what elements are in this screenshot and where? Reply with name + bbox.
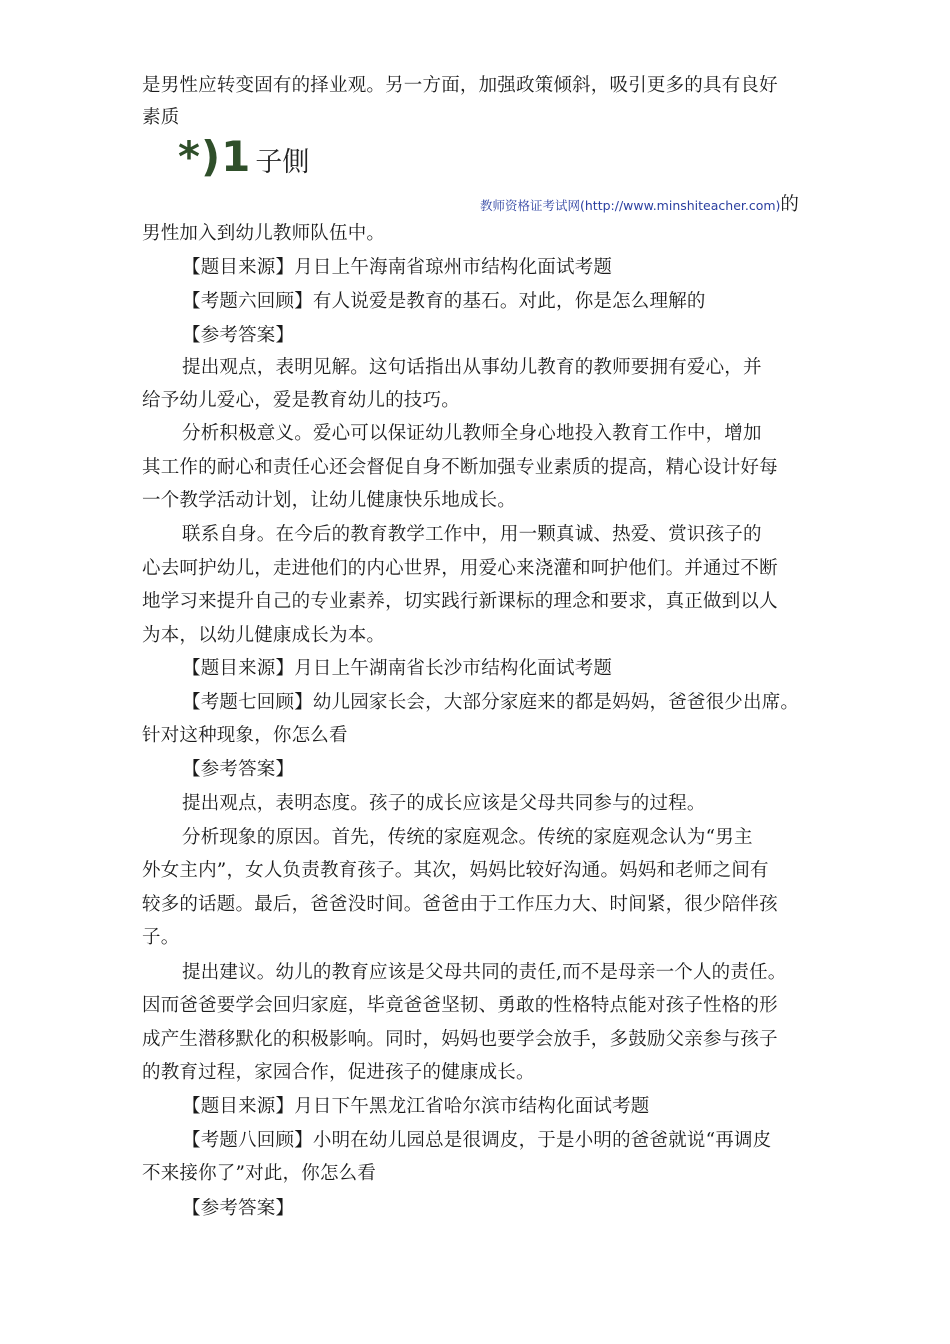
answer-heading: 【参考答案】 (182, 1198, 295, 1219)
question-source: 【题目来源】月日上午海南省琼州市结构化面试考题 (182, 257, 613, 278)
paragraph-line: 一个教学活动计划，让幼儿健康快乐地成长。 (142, 490, 517, 511)
paragraph-line: 提出观点，表明态度。孩子的成长应该是父母共同参与的过程。 (182, 793, 706, 814)
question-source: 【题目来源】月日上午湖南省长沙市结构化面试考题 (182, 658, 613, 679)
logo-text: 子側 (255, 147, 310, 178)
paragraph-line: 成产生潜移默化的积极影响。同时，妈妈也要学会放手，多鼓励父亲参与孩子 (142, 1029, 778, 1050)
paragraph-line: 因而爸爸要学会回归家庭，毕竟爸爸坚韧、勇敢的性格特点能对孩子性格的形 (142, 995, 778, 1016)
paragraph-line: 子。 (142, 927, 180, 948)
watermark-logo (178, 132, 309, 181)
paragraph-line: 为本，以幼儿健康成长为本。 (142, 625, 386, 646)
answer-heading: 【参考答案】 (182, 759, 295, 780)
site-credit (480, 190, 799, 216)
paragraph-line: 分析积极意义。爱心可以保证幼儿教师全身心地投入教育工作中，增加 (182, 423, 762, 444)
question-heading: 【考题八回顾】小明在幼儿园总是很调皮，于是小明的爸爸就说“再调皮 (182, 1130, 772, 1151)
question-source: 【题目来源】月日下午黑龙江省哈尔滨市结构化面试考题 (182, 1096, 650, 1117)
site-link[interactable]: 教师资格证考试网(http://www.minshiteacher.com) (480, 198, 781, 213)
paragraph-line: 心去呵护幼儿，走进他们的内心世界，用爱心来浇灌和呵护他们。并通过不断 (142, 558, 778, 579)
paragraph-line: 较多的话题。最后，爸爸没时间。爸爸由于工作压力大、时间紧，很少陪伴孩 (142, 894, 778, 915)
site-tail: 的 (780, 194, 799, 215)
paragraph-line: 提出观点，表明见解。这句话指出从事幼儿教育的教师要拥有爱心，并 (182, 357, 762, 378)
paragraph-line: 男性加入到幼儿教师队伍中。 (142, 223, 386, 244)
paragraph-line: 其工作的耐心和责任心还会督促自身不断加强专业素质的提高，精心设计好每 (142, 457, 778, 478)
paragraph-line: 针对这种现象，你怎么看 (142, 725, 348, 746)
logo-mark: *)1 (178, 132, 252, 181)
paragraph-line: 的教育过程，家园合作，促进孩子的健康成长。 (142, 1062, 535, 1083)
paragraph-line: 给予幼儿爱心，爱是教育幼儿的技巧。 (142, 390, 460, 411)
paragraph-line: 联系自身。在今后的教育教学工作中，用一颗真诚、热爱、赏识孩子的 (182, 524, 762, 545)
question-heading: 【考题六回顾】有人说爱是教育的基石。对此，你是怎么理解的 (182, 291, 706, 312)
paragraph-line: 分析现象的原因。首先，传统的家庭观念。传统的家庭观念认为“男主 (182, 827, 753, 848)
paragraph-line: 提出建议。幼儿的教育应该是父母共同的责任,而不是母亲一个人的责任。 (182, 962, 787, 983)
answer-heading: 【参考答案】 (182, 325, 295, 346)
question-heading: 【考题七回顾】幼儿园家长会，大部分家庭来的都是妈妈，爸爸很少出席。 (182, 692, 800, 713)
paragraph-line: 素质 (142, 107, 180, 128)
paragraph-line: 不来接你了”对此，你怎么看 (142, 1163, 377, 1184)
paragraph-line: 外女主内”，女人负责教育孩子。其次，妈妈比较好沟通。妈妈和老师之间有 (142, 860, 769, 881)
paragraph-line: 是男性应转变固有的择业观。另一方面，加强政策倾斜，吸引更多的具有良好 (142, 75, 778, 96)
paragraph-line: 地学习来提升自己的专业素养，切实践行新课标的理念和要求，真正做到以人 (142, 591, 778, 612)
